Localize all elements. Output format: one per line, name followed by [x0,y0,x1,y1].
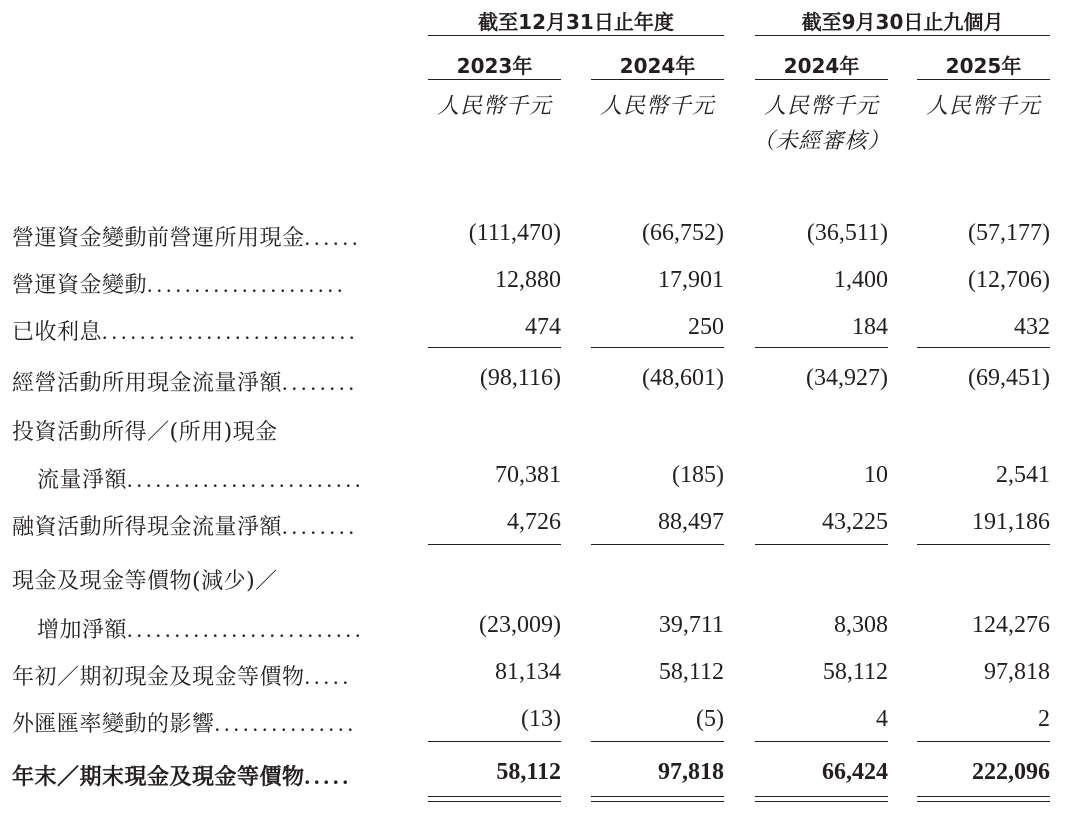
row-label-wc-changes: 營運資金變動..................... [12,272,347,298]
subtotal-line-1-col1 [428,347,561,348]
cell-r6-c1: 4,726 [507,509,561,535]
total-double-line-col1 [428,796,561,802]
row-label-net-change-line2: 增加淨額......................... [37,617,365,643]
group-header-fiscal-year: 截至12月31日止年度 [478,10,674,34]
cell-r0-c1: (111,470) [468,220,561,246]
year-header-col4: 2025年 [945,54,1022,78]
row-label-fx-effect: 外匯匯率變動的影響............... [12,711,358,737]
subtotal-line-2-col3 [755,544,888,545]
subtotal-line-1-col4 [917,347,1050,348]
year-underline-col2 [591,79,724,80]
row-label-cash-used-before-wc: 營運資金變動前營運所用現金...... [12,225,362,251]
subtotal-line-3-col1 [428,741,561,742]
cell-r5-c2: (185) [672,462,724,488]
cell-r9-c3: 58,112 [822,659,888,685]
total-double-line-col2 [591,796,724,802]
group-underline-fiscal-year [428,35,724,36]
subtotal-line-3-col3 [755,741,888,742]
row-label-closing-cash: 年末／期末現金及現金等價物..... [12,764,353,790]
cell-r10-c4: 2 [1038,706,1050,732]
group-header-nine-months: 截至9月30日止九個月 [801,10,1004,34]
cell-r6-c4: 191,186 [972,509,1050,535]
cell-r9-c4: 97,818 [984,659,1050,685]
cell-r5-c1: 70,381 [495,462,561,488]
cell-r3-c4: (69,451) [968,365,1050,391]
cell-r9-c1: 81,134 [495,659,561,685]
unit-header-col4: 人民幣千元 [925,94,1041,119]
cell-r2-c3: 184 [852,314,888,340]
cell-r6-c2: 88,497 [658,509,724,535]
cell-r11-c3: 66,424 [822,759,888,785]
row-label-investing-line1: 投資活動所得／(所用)現金 [12,420,278,445]
cell-r11-c1: 58,112 [496,759,561,785]
cell-r1-c1: 12,880 [495,267,561,293]
year-underline-col3 [755,79,888,80]
cell-r5-c4: 2,541 [996,462,1050,488]
cell-r10-c1: (13) [521,706,561,732]
cell-r10-c3: 4 [876,706,888,732]
row-label-financing-net-cash: 融資活動所得現金流量淨額........ [12,514,359,540]
cell-r8-c2: 39,711 [658,612,724,638]
unit-header-col2: 人民幣千元 [599,94,715,119]
year-header-col3: 2024年 [783,54,860,78]
row-label-interest-received: 已收利息........................... [12,319,359,345]
cell-r11-c2: 97,818 [658,759,724,785]
cell-r9-c2: 58,112 [658,659,724,685]
subtotal-line-2-col2 [591,544,724,545]
cell-r3-c3: (34,927) [806,365,888,391]
year-header-col1: 2023年 [456,54,533,78]
group-underline-nine-months [755,35,1050,36]
subtotal-line-1-col2 [591,347,724,348]
cell-r0-c3: (36,511) [806,220,888,246]
cell-r1-c2: 17,901 [658,267,724,293]
subtotal-line-1-col3 [755,347,888,348]
unit-header-col3: 人民幣千元 [763,94,879,119]
total-double-line-col4 [917,796,1050,802]
cell-r8-c4: 124,276 [972,612,1050,638]
cell-r0-c2: (66,752) [642,220,724,246]
unit-header-col1: 人民幣千元 [436,94,552,119]
cell-r2-c1: 474 [525,314,561,340]
year-header-col2: 2024年 [619,54,696,78]
subtotal-line-2-col4 [917,544,1050,545]
cell-r1-c4: (12,706) [968,267,1050,293]
unaudited-note: （未經審核） [752,129,891,154]
subtotal-line-2-col1 [428,544,561,545]
subtotal-line-3-col2 [591,741,724,742]
cell-r0-c4: (57,177) [968,220,1050,246]
year-underline-col1 [428,79,561,80]
cell-r2-c4: 432 [1014,314,1050,340]
row-label-net-change-line1: 現金及現金等價物(減少)／ [12,569,278,594]
subtotal-line-3-col4 [917,741,1050,742]
cell-r2-c2: 250 [688,314,724,340]
cell-r8-c3: 8,308 [834,612,888,638]
row-label-investing-line2: 流量淨額......................... [37,467,365,493]
year-underline-col4 [917,79,1050,80]
row-label-opening-cash: 年初／期初現金及現金等價物..... [12,664,353,690]
cell-r3-c1: (98,116) [479,365,561,391]
cell-r1-c3: 1,400 [834,267,888,293]
cell-r11-c4: 222,096 [972,759,1050,785]
cell-r5-c3: 10 [864,462,888,488]
cell-r10-c2: (5) [696,706,724,732]
cell-r3-c2: (48,601) [642,365,724,391]
row-label-operating-net-cash: 經營活動所用現金流量淨額........ [12,370,359,396]
total-double-line-col3 [755,796,888,802]
cell-r8-c1: (23,009) [479,612,561,638]
cell-r6-c3: 43,225 [822,509,888,535]
